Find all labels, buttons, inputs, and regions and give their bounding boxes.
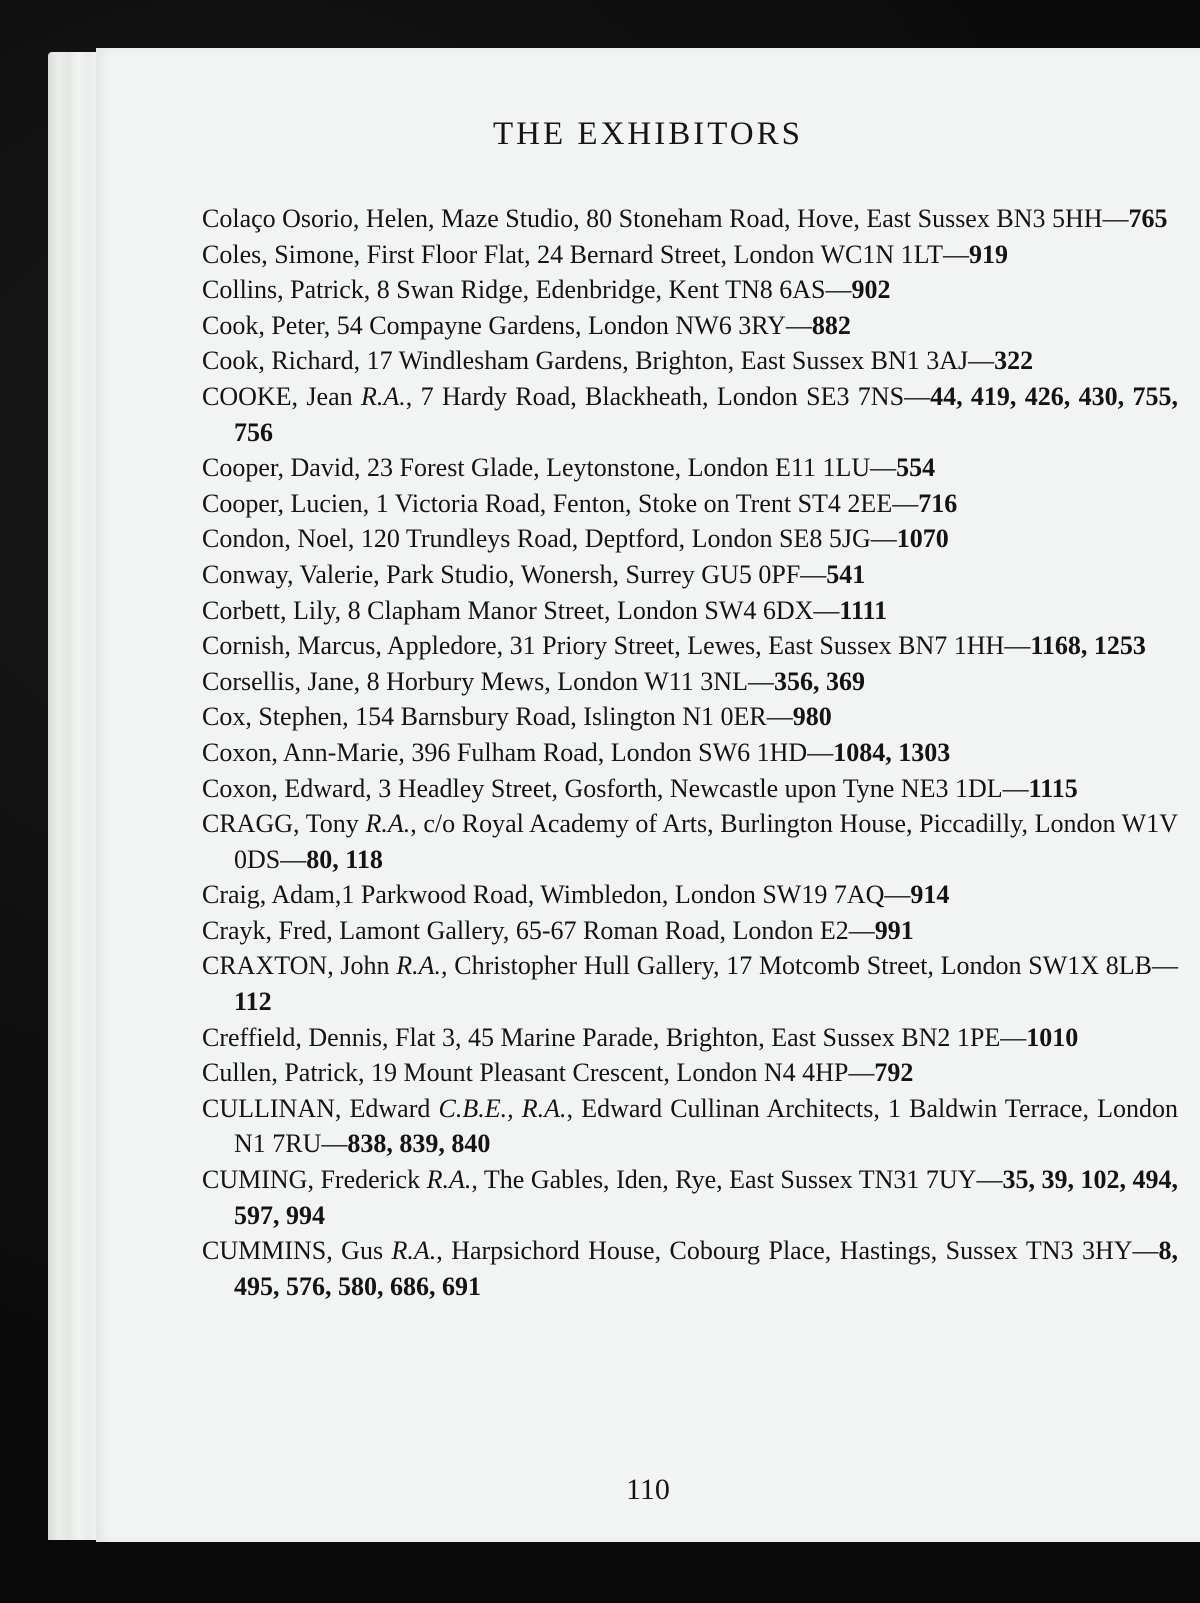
exhibitor-entry: Creffield, Dennis, Flat 3, 45 Marine Parade, Brighton, East Sussex BN2 1PE—1010: [202, 1022, 1079, 1052]
exhibitor-entry: Crayk, Fred, Lamont Gallery, 65-67 Roman Road, London E2—991: [202, 915, 914, 945]
exhibitor-entry: Cooper, Lucien, 1 Victoria Road, Fenton, Stoke on Trent ST4 2EE—716: [202, 488, 958, 518]
exhibitor-entry: Colaço Osorio, Helen, Maze Studio, 80 Stoneham Road, Hove, East Sussex BN3 5HH—765: [202, 204, 1168, 233]
exhibitor-entry: Cornish, Marcus, Appledore, 31 Priory Street, Lewes, East Sussex BN7 1HH—1168, 1253: [202, 631, 1146, 661]
exhibitor-entry: COOKE, Jean R.A., 7 Hardy Road, Blackheath, London SE3 7NS—44, 419, 426, 430, 755, 756: [202, 381, 1179, 447]
exhibitor-entry: Conway, Valerie, Park Studio, Wonersh, Surrey GU5 0PF—541: [202, 559, 866, 589]
exhibitor-entry: CRAGG, Tony R.A., c/o Royal Academy of Arts, Burlington House, Piccadilly, London W1V 0DS—80, 118: [202, 809, 1178, 874]
exhibitor-entry: Corsellis, Jane, 8 Horbury Mews, London W11 3NL—356, 369: [202, 666, 865, 696]
page-title: THE EXHIBITORS: [493, 116, 803, 152]
exhibitor-entry: CUMING, Frederick R.A., The Gables, Iden, Rye, East Sussex TN31 7UY—35, 39, 102, 494, 597, 994: [202, 1165, 1179, 1230]
exhibitor-entry: Craig, Adam,1 Parkwood Road, Wimbledon, London SW19 7AQ—914: [202, 880, 950, 910]
exhibitor-entry: CRAXTON, John R.A., Christopher Hull Gallery, 17 Motcomb Street, London SW1X 8LB—112: [202, 951, 1178, 1017]
exhibitor-entry: Condon, Noel, 120 Trundleys Road, Deptford, London SE8 5JG—1070: [202, 524, 949, 554]
exhibitor-entry: CUMMINS, Gus R.A., Harpsichord House, Cobourg Place, Hastings, Sussex TN3 3HY—8, 495, 576, 580, 686, 691: [202, 1236, 1178, 1301]
exhibitor-entry: Coles, Simone, First Floor Flat, 24 Bernard Street, London WC1N 1LT—919: [202, 239, 1008, 269]
exhibitor-entry: Collins, Patrick, 8 Swan Ridge, Edenbridge, Kent TN8 6AS—902: [202, 275, 891, 305]
exhibitor-entry: Coxon, Ann-Marie, 396 Fulham Road, London SW6 1HD—1084, 1303: [202, 737, 951, 767]
exhibitor-entry: Cox, Stephen, 154 Barnsbury Road, Islington N1 0ER—980: [202, 702, 832, 732]
book-page: [96, 48, 1200, 1542]
exhibitor-entry: Cook, Richard, 17 Windlesham Gardens, Brighton, East Sussex BN1 3AJ—322: [202, 346, 1034, 376]
exhibitor-entry: Cullen, Patrick, 19 Mount Pleasant Crescent, London N4 4HP—792: [202, 1058, 914, 1088]
exhibitor-entry: Cook, Peter, 54 Compayne Gardens, London NW6 3RY—882: [202, 310, 851, 340]
exhibitor-entry: Cooper, David, 23 Forest Glade, Leytonstone, London E11 1LU—554: [202, 453, 936, 483]
page-number: 110: [626, 1473, 670, 1506]
exhibitor-list: [202, 201, 1178, 1304]
exhibitor-entry: CULLINAN, Edward C.B.E., R.A., Edward Cullinan Architects, 1 Baldwin Terrace, London N1 7RU—838, 839, 840: [202, 1093, 1178, 1159]
exhibitor-entry: Coxon, Edward, 3 Headley Street, Gosforth, Newcastle upon Tyne NE3 1DL—1115: [202, 773, 1078, 803]
exhibitor-entry: Corbett, Lily, 8 Clapham Manor Street, London SW4 6DX—1111: [202, 595, 888, 625]
